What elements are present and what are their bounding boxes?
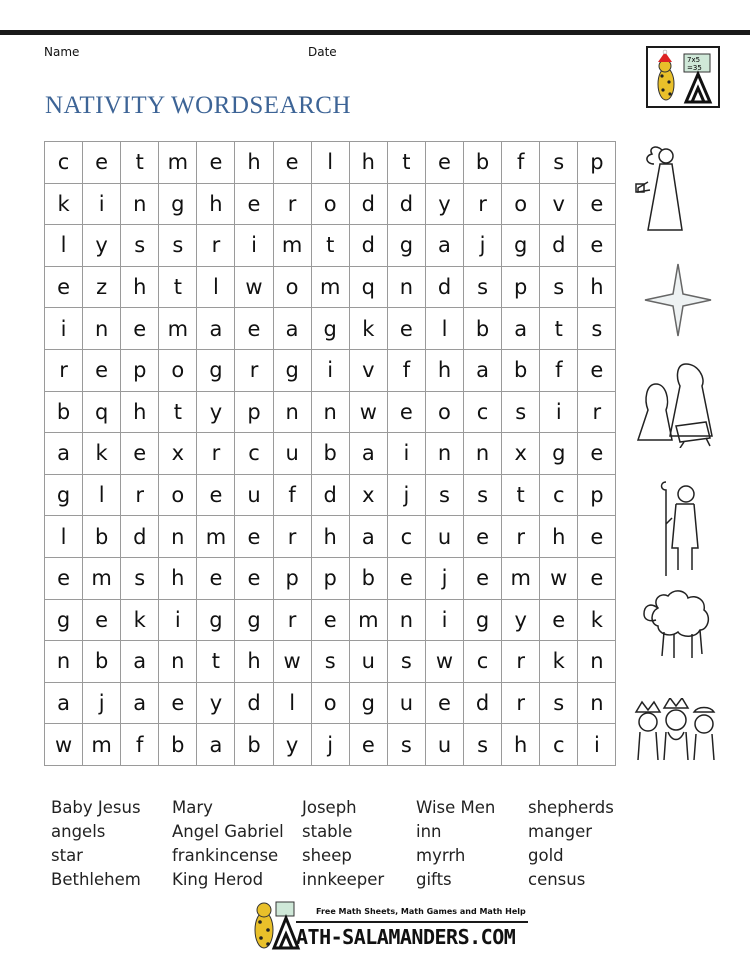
- grid-row: [45, 433, 616, 475]
- grid-cell: e: [235, 308, 273, 350]
- word-item: gold: [528, 846, 564, 865]
- grid-cell: c: [464, 391, 502, 433]
- grid-cell: b: [45, 391, 83, 433]
- grid-cell: i: [387, 433, 425, 475]
- grid-cell: n: [578, 641, 616, 683]
- grid-cell: g: [464, 599, 502, 641]
- grid-cell: e: [197, 474, 235, 516]
- star-icon: [643, 262, 713, 338]
- grid-cell: l: [83, 474, 121, 516]
- grid-cell: s: [464, 266, 502, 308]
- grid-cell: d: [349, 225, 387, 267]
- grid-cell: t: [121, 142, 159, 184]
- grid-cell: h: [502, 724, 540, 766]
- grid-cell: n: [464, 433, 502, 475]
- grid-cell: e: [464, 516, 502, 558]
- grid-cell: e: [83, 142, 121, 184]
- grid-cell: p: [235, 391, 273, 433]
- grid-cell: j: [425, 557, 463, 599]
- grid-cell: b: [235, 724, 273, 766]
- salamander-logo-icon: [646, 46, 720, 108]
- grid-cell: g: [349, 682, 387, 724]
- grid-cell: s: [387, 641, 425, 683]
- grid-cell: d: [121, 516, 159, 558]
- grid-cell: c: [464, 641, 502, 683]
- grid-cell: u: [425, 516, 463, 558]
- grid-cell: p: [578, 474, 616, 516]
- grid-cell: g: [45, 599, 83, 641]
- grid-cell: u: [349, 641, 387, 683]
- grid-cell: n: [45, 641, 83, 683]
- grid-cell: f: [540, 349, 578, 391]
- word-item: gifts: [416, 870, 452, 889]
- grid-cell: h: [121, 391, 159, 433]
- grid-cell: a: [121, 641, 159, 683]
- svg-text:=35: =35: [687, 64, 702, 72]
- grid-cell: e: [578, 349, 616, 391]
- grid-cell: h: [540, 516, 578, 558]
- grid-cell: b: [83, 641, 121, 683]
- grid-cell: y: [197, 682, 235, 724]
- grid-cell: r: [197, 225, 235, 267]
- word-column: [302, 796, 416, 892]
- grid-cell: i: [83, 183, 121, 225]
- grid-cell: t: [502, 474, 540, 516]
- grid-cell: y: [425, 183, 463, 225]
- grid-cell: b: [464, 308, 502, 350]
- grid-cell: d: [387, 183, 425, 225]
- grid-cell: o: [502, 183, 540, 225]
- word-item: Angel Gabriel: [172, 822, 284, 841]
- date-label: Date: [308, 45, 337, 59]
- grid-row: [45, 474, 616, 516]
- grid-cell: y: [273, 724, 311, 766]
- footer-site-link[interactable]: ATH-SALAMANDERS.COM: [296, 925, 516, 949]
- grid-cell: e: [387, 391, 425, 433]
- grid-cell: a: [425, 225, 463, 267]
- grid-cell: a: [502, 308, 540, 350]
- grid-cell: p: [311, 557, 349, 599]
- word-column: [416, 796, 528, 892]
- grid-cell: o: [273, 266, 311, 308]
- grid-cell: a: [197, 308, 235, 350]
- grid-cell: w: [540, 557, 578, 599]
- grid-cell: k: [540, 641, 578, 683]
- grid-row: [45, 599, 616, 641]
- grid-cell: e: [311, 599, 349, 641]
- grid-row: [45, 183, 616, 225]
- grid-cell: w: [235, 266, 273, 308]
- grid-cell: s: [311, 641, 349, 683]
- grid-cell: s: [121, 225, 159, 267]
- grid-cell: c: [540, 474, 578, 516]
- grid-cell: j: [387, 474, 425, 516]
- grid-cell: s: [464, 474, 502, 516]
- grid-cell: m: [159, 142, 197, 184]
- grid-cell: g: [235, 599, 273, 641]
- grid-cell: z: [83, 266, 121, 308]
- grid-cell: f: [502, 142, 540, 184]
- grid-cell: k: [349, 308, 387, 350]
- grid-cell: a: [45, 682, 83, 724]
- grid-cell: c: [235, 433, 273, 475]
- word-item: myrrh: [416, 846, 466, 865]
- grid-cell: q: [349, 266, 387, 308]
- grid-cell: d: [464, 682, 502, 724]
- grid-cell: m: [311, 266, 349, 308]
- grid-cell: a: [464, 349, 502, 391]
- grid-cell: c: [387, 516, 425, 558]
- grid-cell: m: [159, 308, 197, 350]
- grid-cell: g: [502, 225, 540, 267]
- grid-cell: i: [311, 349, 349, 391]
- grid-cell: e: [197, 142, 235, 184]
- grid-cell: d: [540, 225, 578, 267]
- grid-cell: a: [121, 682, 159, 724]
- grid-cell: s: [540, 682, 578, 724]
- grid-cell: j: [311, 724, 349, 766]
- grid-cell: i: [45, 308, 83, 350]
- grid-cell: n: [159, 641, 197, 683]
- grid-cell: c: [45, 142, 83, 184]
- grid-cell: n: [83, 308, 121, 350]
- grid-cell: a: [349, 433, 387, 475]
- grid-cell: k: [83, 433, 121, 475]
- grid-cell: w: [349, 391, 387, 433]
- grid-cell: g: [273, 349, 311, 391]
- grid-cell: m: [502, 557, 540, 599]
- grid-cell: n: [311, 391, 349, 433]
- grid-row: [45, 557, 616, 599]
- grid-cell: g: [159, 183, 197, 225]
- grid-cell: o: [425, 391, 463, 433]
- word-item: innkeeper: [302, 870, 385, 889]
- grid-cell: t: [311, 225, 349, 267]
- grid-cell: r: [273, 183, 311, 225]
- grid-cell: r: [273, 599, 311, 641]
- grid-cell: r: [235, 349, 273, 391]
- grid-cell: e: [235, 183, 273, 225]
- grid-cell: b: [83, 516, 121, 558]
- grid-cell: p: [502, 266, 540, 308]
- grid-cell: h: [425, 349, 463, 391]
- grid-cell: m: [197, 516, 235, 558]
- grid-cell: r: [502, 516, 540, 558]
- grid-cell: s: [502, 391, 540, 433]
- grid-cell: g: [311, 308, 349, 350]
- grid-cell: p: [578, 142, 616, 184]
- wordsearch-grid: [44, 141, 616, 766]
- grid-cell: e: [387, 557, 425, 599]
- footer-rule: [296, 921, 528, 923]
- grid-row: [45, 516, 616, 558]
- grid-cell: e: [578, 183, 616, 225]
- grid-cell: m: [83, 557, 121, 599]
- word-item: Joseph: [302, 798, 357, 817]
- grid-row: [45, 641, 616, 683]
- wise-men-icon: [634, 698, 718, 762]
- svg-text:7x5: 7x5: [687, 56, 701, 64]
- grid-cell: x: [349, 474, 387, 516]
- grid-cell: r: [502, 682, 540, 724]
- grid-cell: e: [387, 308, 425, 350]
- grid-cell: d: [311, 474, 349, 516]
- word-item: shepherds: [528, 798, 614, 817]
- grid-cell: r: [578, 391, 616, 433]
- grid-cell: h: [235, 641, 273, 683]
- grid-cell: t: [540, 308, 578, 350]
- grid-cell: s: [578, 308, 616, 350]
- sheep-icon: [640, 586, 716, 660]
- word-item: inn: [416, 822, 442, 841]
- grid-cell: a: [349, 516, 387, 558]
- grid-cell: e: [235, 516, 273, 558]
- grid-cell: i: [159, 599, 197, 641]
- word-item: angels: [51, 822, 106, 841]
- grid-cell: m: [273, 225, 311, 267]
- grid-cell: l: [45, 516, 83, 558]
- grid-cell: a: [45, 433, 83, 475]
- grid-cell: y: [502, 599, 540, 641]
- grid-row: [45, 682, 616, 724]
- grid-row: [45, 724, 616, 766]
- name-label: Name: [44, 45, 80, 59]
- grid-row: [45, 308, 616, 350]
- grid-cell: d: [425, 266, 463, 308]
- word-column: [528, 796, 628, 892]
- word-column: [51, 796, 172, 892]
- grid-cell: r: [464, 183, 502, 225]
- grid-cell: p: [273, 557, 311, 599]
- grid-row: [45, 225, 616, 267]
- grid-cell: h: [311, 516, 349, 558]
- grid-cell: g: [45, 474, 83, 516]
- grid-cell: u: [387, 682, 425, 724]
- grid-cell: i: [425, 599, 463, 641]
- grid-cell: e: [197, 557, 235, 599]
- grid-cell: y: [83, 225, 121, 267]
- grid-cell: e: [578, 557, 616, 599]
- grid-cell: j: [464, 225, 502, 267]
- grid-cell: e: [578, 433, 616, 475]
- grid-cell: n: [387, 599, 425, 641]
- grid-cell: h: [197, 183, 235, 225]
- grid-cell: s: [464, 724, 502, 766]
- grid-cell: u: [235, 474, 273, 516]
- grid-cell: e: [464, 557, 502, 599]
- holy-family-icon: [636, 356, 716, 448]
- grid-cell: t: [387, 142, 425, 184]
- footer-tagline: Free Math Sheets, Math Games and Math Help: [316, 907, 526, 916]
- grid-cell: o: [311, 183, 349, 225]
- grid-cell: e: [83, 599, 121, 641]
- grid-cell: t: [159, 391, 197, 433]
- grid-cell: n: [121, 183, 159, 225]
- grid-cell: u: [425, 724, 463, 766]
- grid-cell: e: [540, 599, 578, 641]
- grid-cell: m: [349, 599, 387, 641]
- grid-cell: p: [121, 349, 159, 391]
- grid-cell: r: [197, 433, 235, 475]
- grid-cell: n: [159, 516, 197, 558]
- grid-cell: i: [578, 724, 616, 766]
- grid-cell: c: [540, 724, 578, 766]
- grid-cell: d: [349, 183, 387, 225]
- word-item: Wise Men: [416, 798, 496, 817]
- grid-row: [45, 142, 616, 184]
- grid-cell: g: [387, 225, 425, 267]
- grid-cell: r: [273, 516, 311, 558]
- grid-cell: g: [197, 349, 235, 391]
- grid-row: [45, 391, 616, 433]
- grid-cell: s: [540, 142, 578, 184]
- grid-cell: e: [578, 225, 616, 267]
- grid-cell: e: [425, 142, 463, 184]
- word-item: King Herod: [172, 870, 264, 889]
- grid-cell: x: [159, 433, 197, 475]
- grid-cell: e: [273, 142, 311, 184]
- grid-cell: f: [387, 349, 425, 391]
- grid-cell: l: [425, 308, 463, 350]
- word-item: star: [51, 846, 83, 865]
- grid-cell: n: [578, 682, 616, 724]
- page-title: NATIVITY WORDSEARCH: [45, 92, 352, 119]
- grid-cell: h: [159, 557, 197, 599]
- grid-cell: s: [121, 557, 159, 599]
- grid-cell: a: [197, 724, 235, 766]
- grid-cell: k: [121, 599, 159, 641]
- grid-cell: v: [349, 349, 387, 391]
- grid-cell: m: [83, 724, 121, 766]
- grid-cell: g: [540, 433, 578, 475]
- word-column: [172, 796, 302, 892]
- grid-cell: w: [273, 641, 311, 683]
- word-list: [51, 796, 628, 892]
- word-item: Bethlehem: [51, 870, 141, 889]
- grid-cell: h: [578, 266, 616, 308]
- grid-cell: k: [578, 599, 616, 641]
- grid-cell: o: [159, 474, 197, 516]
- grid-cell: s: [425, 474, 463, 516]
- grid-cell: i: [540, 391, 578, 433]
- grid-cell: d: [235, 682, 273, 724]
- grid-cell: a: [273, 308, 311, 350]
- grid-cell: k: [45, 183, 83, 225]
- angel-icon: [634, 142, 692, 238]
- grid-cell: e: [121, 308, 159, 350]
- grid-cell: t: [197, 641, 235, 683]
- grid-cell: n: [273, 391, 311, 433]
- word-item: census: [528, 870, 586, 889]
- grid-cell: q: [83, 391, 121, 433]
- word-item: manger: [528, 822, 593, 841]
- shepherd-icon: [658, 478, 708, 578]
- grid-cell: e: [425, 682, 463, 724]
- grid-cell: n: [425, 433, 463, 475]
- grid-cell: e: [578, 516, 616, 558]
- grid-cell: l: [45, 225, 83, 267]
- word-item: Baby Jesus: [51, 798, 141, 817]
- grid-cell: e: [45, 266, 83, 308]
- grid-cell: b: [311, 433, 349, 475]
- grid-cell: h: [349, 142, 387, 184]
- grid-cell: t: [159, 266, 197, 308]
- grid-cell: e: [121, 433, 159, 475]
- grid-cell: e: [83, 349, 121, 391]
- grid-cell: b: [464, 142, 502, 184]
- grid-cell: r: [502, 641, 540, 683]
- grid-cell: s: [387, 724, 425, 766]
- word-item: Mary: [172, 798, 213, 817]
- grid-cell: e: [159, 682, 197, 724]
- grid-cell: h: [235, 142, 273, 184]
- grid-cell: o: [159, 349, 197, 391]
- grid-cell: e: [349, 724, 387, 766]
- grid-cell: y: [197, 391, 235, 433]
- grid-cell: r: [45, 349, 83, 391]
- grid-cell: r: [121, 474, 159, 516]
- grid-cell: w: [45, 724, 83, 766]
- grid-cell: o: [311, 682, 349, 724]
- top-rule: [0, 30, 750, 35]
- grid-cell: b: [502, 349, 540, 391]
- grid-cell: f: [121, 724, 159, 766]
- grid-cell: u: [273, 433, 311, 475]
- grid-cell: e: [45, 557, 83, 599]
- grid-cell: b: [349, 557, 387, 599]
- word-item: stable: [302, 822, 353, 841]
- word-item: sheep: [302, 846, 352, 865]
- grid-cell: x: [502, 433, 540, 475]
- grid-cell: e: [235, 557, 273, 599]
- grid-cell: v: [540, 183, 578, 225]
- grid-cell: g: [197, 599, 235, 641]
- grid-row: [45, 349, 616, 391]
- grid-cell: j: [83, 682, 121, 724]
- word-item: frankincense: [172, 846, 279, 865]
- grid-cell: i: [235, 225, 273, 267]
- grid-cell: h: [121, 266, 159, 308]
- grid-cell: l: [311, 142, 349, 184]
- grid-cell: b: [159, 724, 197, 766]
- grid-cell: l: [273, 682, 311, 724]
- grid-row: [45, 266, 616, 308]
- grid-cell: n: [387, 266, 425, 308]
- grid-cell: w: [425, 641, 463, 683]
- grid-cell: s: [540, 266, 578, 308]
- grid-cell: f: [273, 474, 311, 516]
- grid-cell: s: [159, 225, 197, 267]
- grid-cell: l: [197, 266, 235, 308]
